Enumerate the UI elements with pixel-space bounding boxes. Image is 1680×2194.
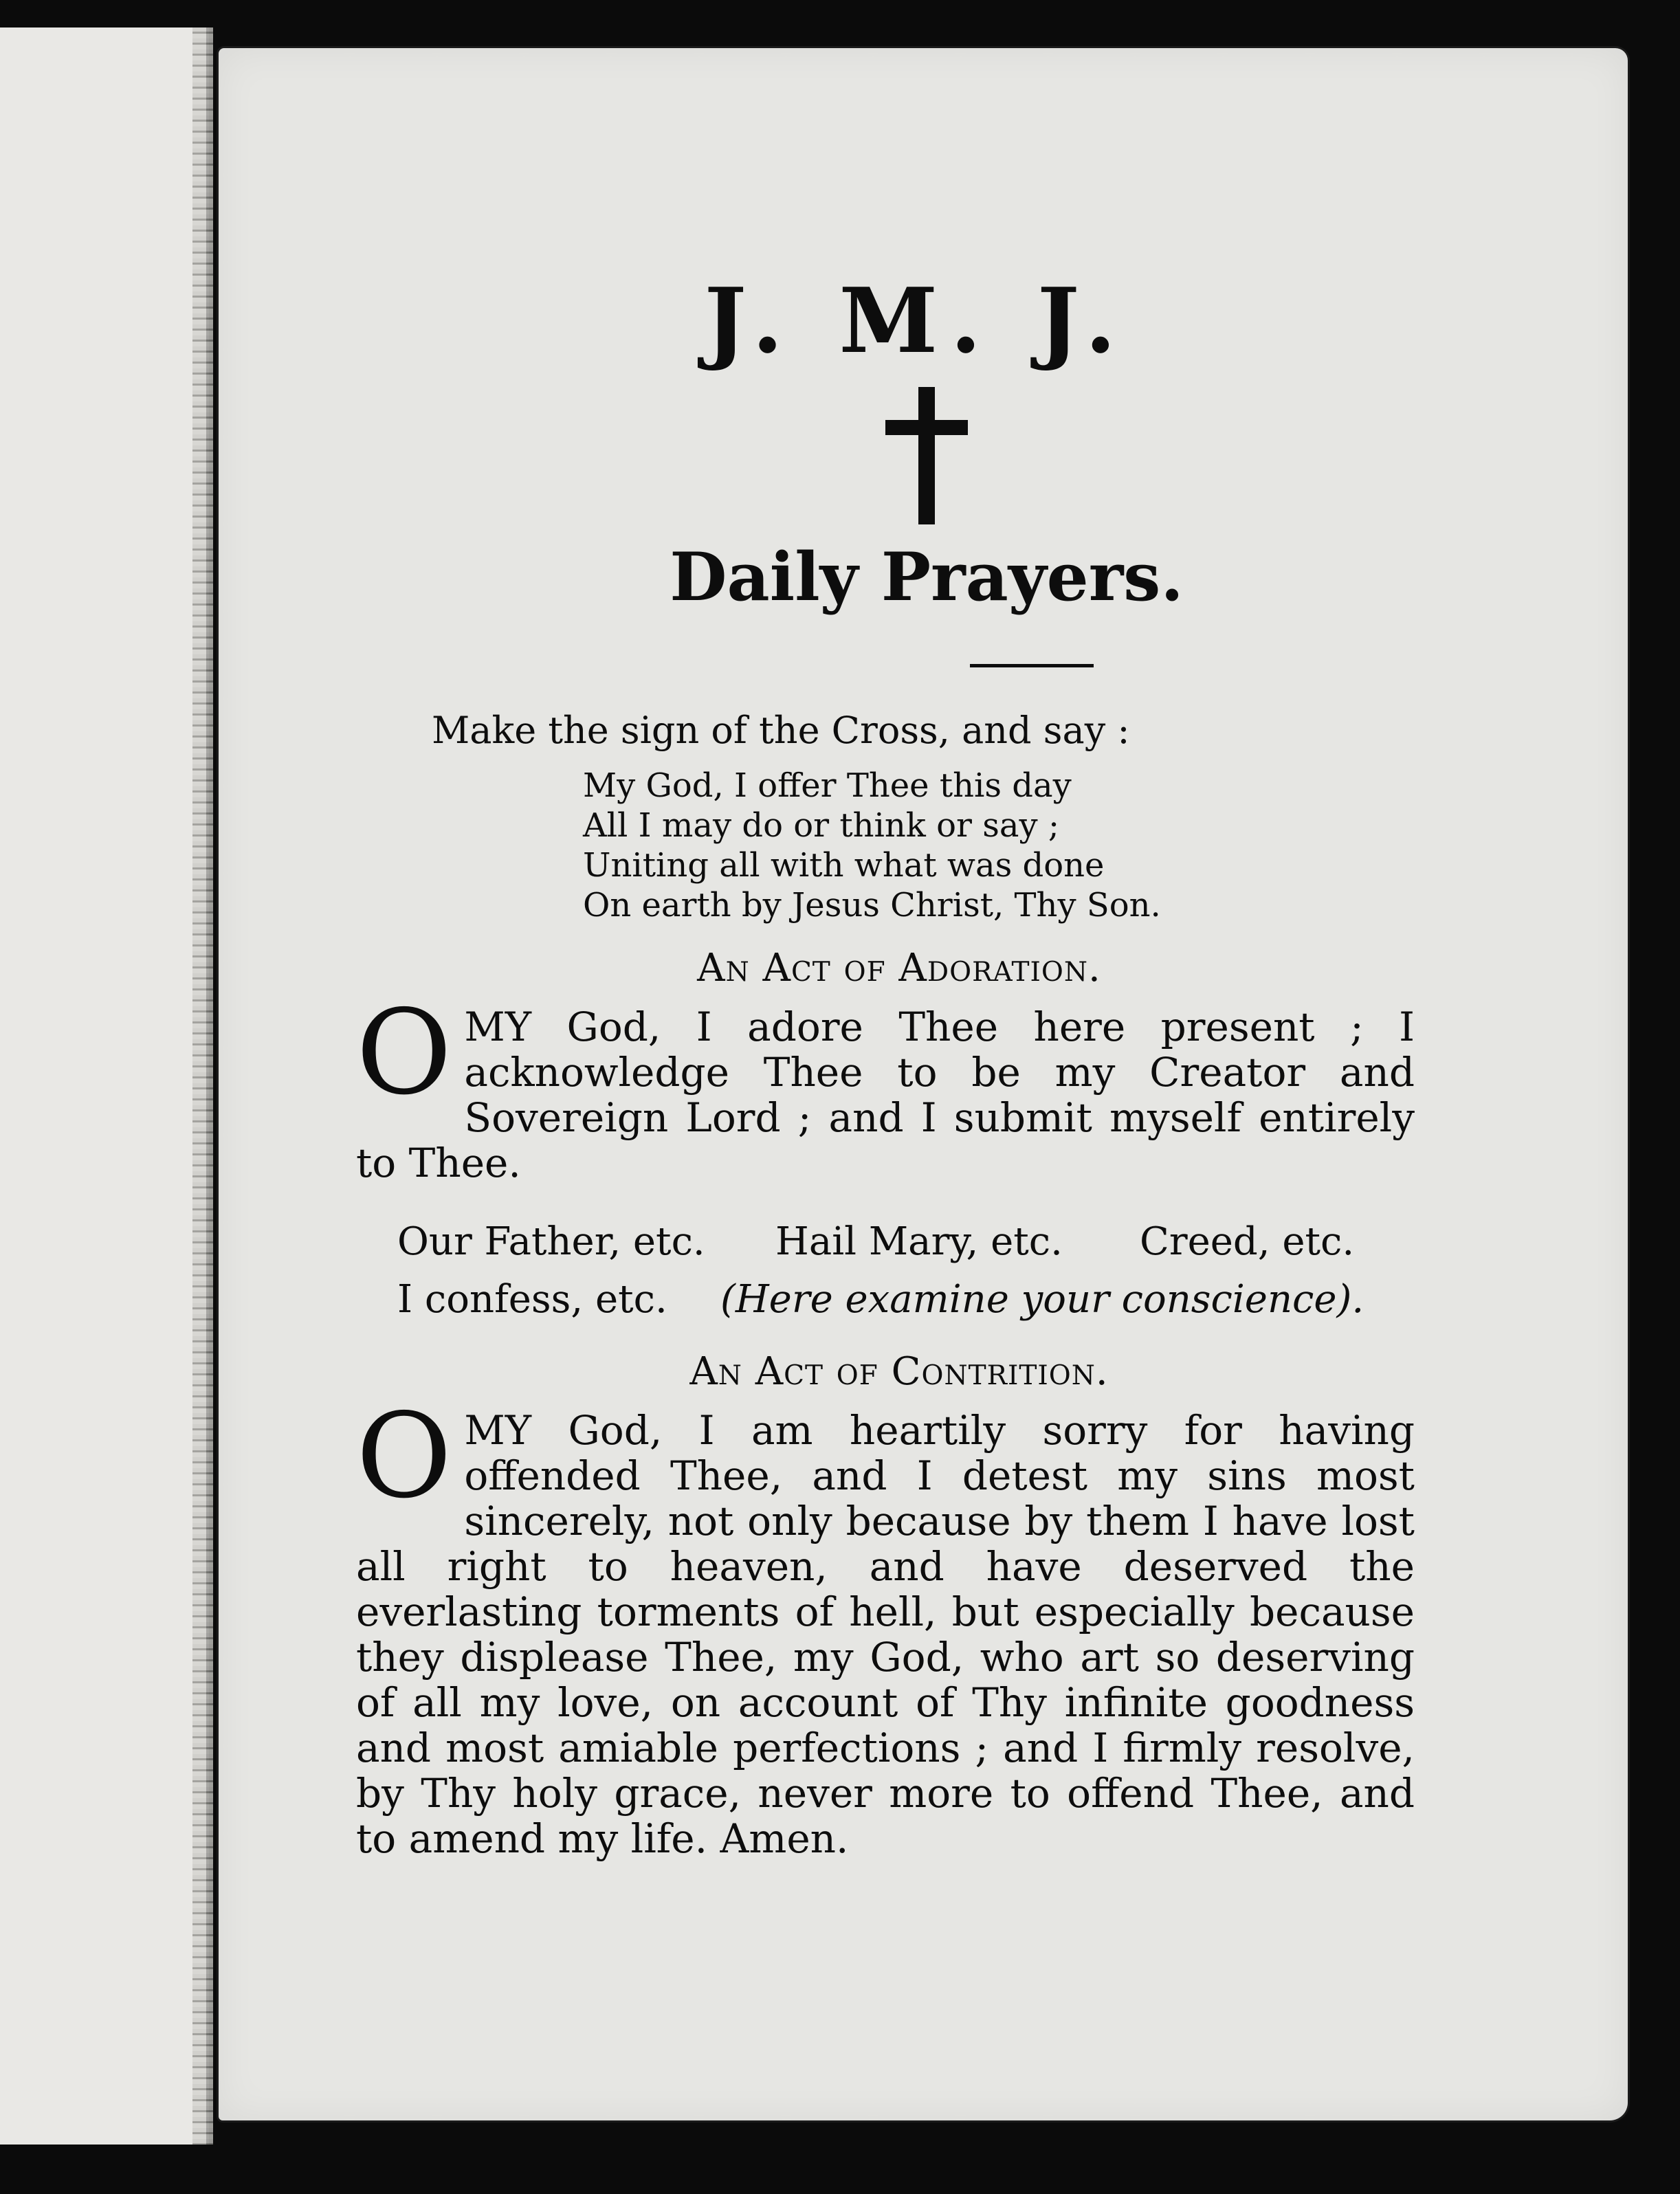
book-binding	[192, 27, 213, 2145]
prayer-references	[397, 1213, 1415, 1329]
drop-cap: O	[356, 1388, 452, 1525]
cross-icon	[885, 387, 968, 524]
book-page	[219, 48, 1628, 2120]
examination-note: (Here examine your conscience).	[720, 1277, 1364, 1322]
monogram: J. M. J.	[704, 268, 1129, 373]
verse-line: All I may do or think or say ;	[583, 806, 1060, 845]
left-page-edge	[0, 27, 209, 2145]
title-rule	[970, 664, 1094, 667]
drop-cap: O	[356, 985, 452, 1121]
instruction-text: Make the sign of the Cross, and say :	[432, 709, 1130, 752]
verse-line: On earth by Jesus Christ, Thy Son.	[583, 886, 1161, 924]
page-title: Daily Prayers.	[670, 538, 1184, 616]
contrition-prayer: OMY God, I am heartily sorry for having offended Thee, and I detest my sins most sincerely, not only because by them I have lost all right to heaven, and have deserved the everlasting torments of hell, but especially because they displease Thee, my God, who art so deserving of all my love, on account of Thy infinite goodness and most amiable perfections ; and I firmly resolve, by Thy holy grace, never more to offend Thee, and to amend my life. Amen.	[356, 1388, 1415, 1862]
verse-line: Uniting all with what was done	[583, 846, 1105, 885]
adoration-prayer: OMY God, I adore Thee here present ; I acknowledge Thee to be my Creator and Sovereign Lord ; and I submit myself entirely to Thee.	[356, 985, 1415, 1186]
offering-verse	[583, 766, 1415, 925]
contrition-heading: An Act of Contrition.	[689, 1349, 1109, 1394]
page-content	[356, 268, 1415, 1861]
reference-item: I confess, etc.	[397, 1277, 667, 1322]
verse-line: My God, I offer Thee this day	[583, 766, 1072, 805]
adoration-heading: An Act of Adoration.	[697, 946, 1101, 990]
reference-item: Creed, etc.	[1140, 1219, 1355, 1264]
reference-item: Our Father, etc.	[397, 1219, 705, 1264]
reference-item: Hail Mary, etc.	[775, 1219, 1063, 1264]
